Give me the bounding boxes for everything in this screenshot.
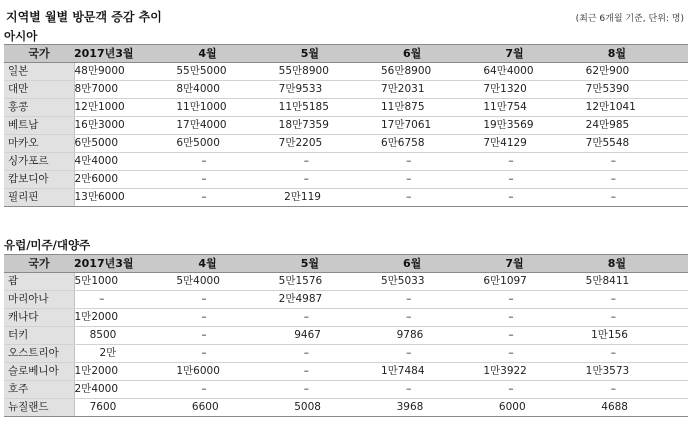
value-cell: –: [381, 381, 483, 399]
country-cell: 홍콩: [4, 99, 74, 117]
value-cell: 12만1041: [586, 99, 688, 117]
country-cell: 싱가포르: [4, 153, 74, 171]
value-cell: –: [586, 153, 688, 171]
country-cell: 캄보디아: [4, 171, 74, 189]
value-cell: –: [586, 381, 688, 399]
value-cell: 5만1576: [279, 273, 381, 291]
table-row: [4, 63, 688, 81]
value-cell: –: [74, 291, 176, 309]
value-cell: 6000: [483, 399, 585, 417]
value-cell: –: [483, 189, 585, 207]
value-cell: –: [381, 345, 483, 363]
value-cell: –: [586, 309, 688, 327]
country-cell: 뉴질랜드: [4, 399, 74, 417]
column-header-month: 7월: [483, 45, 585, 63]
value-cell: 7만5548: [586, 135, 688, 153]
section-title-asia: 아시아: [4, 29, 38, 43]
page-title: 지역별 월별 방문객 증감 추이: [6, 10, 162, 24]
value-cell: 3968: [381, 399, 483, 417]
value-cell: 1만156: [586, 327, 688, 345]
value-cell: –: [279, 171, 381, 189]
value-cell: –: [381, 171, 483, 189]
country-cell: 마리아나: [4, 291, 74, 309]
value-cell: –: [176, 291, 278, 309]
value-cell: 7만9533: [279, 81, 381, 99]
value-cell: 55만8900: [279, 63, 381, 81]
table-row: [4, 327, 688, 345]
value-cell: –: [176, 381, 278, 399]
column-header-month: 6월: [381, 45, 483, 63]
value-cell: 12만1000: [74, 99, 176, 117]
column-header-month: 5월: [279, 45, 381, 63]
value-cell: 11만875: [381, 99, 483, 117]
value-cell: 62만900: [586, 63, 688, 81]
country-cell: 일본: [4, 63, 74, 81]
value-cell: 2만4000: [74, 381, 176, 399]
value-cell: 4만4000: [74, 153, 176, 171]
value-cell: 7만2031: [381, 81, 483, 99]
value-cell: –: [381, 309, 483, 327]
section-title-europe-americas-oceania: 유럽/미주/대양주: [4, 238, 91, 252]
value-cell: 55만5000: [176, 63, 278, 81]
value-cell: –: [586, 291, 688, 309]
value-cell: 1만3922: [483, 363, 585, 381]
value-cell: 17만7061: [381, 117, 483, 135]
value-cell: 56만8900: [381, 63, 483, 81]
value-cell: 8500: [74, 327, 176, 345]
table-row: [4, 399, 688, 417]
value-cell: 8만4000: [176, 81, 278, 99]
value-cell: –: [483, 291, 585, 309]
column-header-month: 6월: [381, 255, 483, 273]
value-cell: –: [176, 327, 278, 345]
column-header-month: 2017년3월: [74, 45, 176, 63]
value-cell: 18만7359: [279, 117, 381, 135]
column-header-month: 4월: [176, 45, 278, 63]
value-cell: 5만4000: [176, 273, 278, 291]
value-cell: –: [483, 153, 585, 171]
value-cell: –: [381, 291, 483, 309]
asia-table: [4, 44, 688, 207]
column-header-month: 4월: [176, 255, 278, 273]
table-row: [4, 273, 688, 291]
value-cell: 11만1000: [176, 99, 278, 117]
column-header-country: 국가: [4, 45, 74, 63]
country-cell: 오스트리아: [4, 345, 74, 363]
value-cell: –: [586, 345, 688, 363]
value-cell: 1만2000: [74, 309, 176, 327]
value-cell: 4688: [586, 399, 688, 417]
value-cell: 2만4987: [279, 291, 381, 309]
value-cell: 5008: [279, 399, 381, 417]
value-cell: 6만6758: [381, 135, 483, 153]
value-cell: –: [176, 189, 278, 207]
value-cell: 24만985: [586, 117, 688, 135]
country-cell: 터키: [4, 327, 74, 345]
table-header-row: [4, 255, 688, 273]
country-cell: 캐나다: [4, 309, 74, 327]
table-row: [4, 81, 688, 99]
country-cell: 괌: [4, 273, 74, 291]
value-cell: –: [381, 189, 483, 207]
table-row: [4, 309, 688, 327]
value-cell: 11만754: [483, 99, 585, 117]
table-row: [4, 171, 688, 189]
table-row: [4, 135, 688, 153]
table-row: [4, 117, 688, 135]
value-cell: 1만7484: [381, 363, 483, 381]
europe-americas-oceania-table: [4, 254, 688, 417]
value-cell: 6만1097: [483, 273, 585, 291]
country-cell: 마카오: [4, 135, 74, 153]
value-cell: 5만5033: [381, 273, 483, 291]
value-cell: 19만3569: [483, 117, 585, 135]
table-header-row: [4, 45, 688, 63]
column-header-month: 7월: [483, 255, 585, 273]
value-cell: 8만7000: [74, 81, 176, 99]
table-row: [4, 153, 688, 171]
value-cell: 7만5390: [586, 81, 688, 99]
value-cell: 7600: [74, 399, 176, 417]
value-cell: –: [483, 309, 585, 327]
value-cell: 7만2205: [279, 135, 381, 153]
table-row: [4, 99, 688, 117]
country-cell: 필리핀: [4, 189, 74, 207]
column-header-month: 5월: [279, 255, 381, 273]
column-header-month: 8월: [586, 255, 688, 273]
value-cell: –: [586, 189, 688, 207]
unit-note: (최근 6개월 기준, 단위: 명): [575, 14, 684, 24]
value-cell: 11만5185: [279, 99, 381, 117]
table-row: [4, 363, 688, 381]
value-cell: 2만: [74, 345, 176, 363]
table-row: [4, 291, 688, 309]
table-row: [4, 381, 688, 399]
value-cell: –: [586, 171, 688, 189]
value-cell: –: [279, 309, 381, 327]
value-cell: –: [279, 153, 381, 171]
value-cell: 9467: [279, 327, 381, 345]
column-header-month: 8월: [586, 45, 688, 63]
table-row: [4, 345, 688, 363]
value-cell: 17만4000: [176, 117, 278, 135]
country-cell: 대만: [4, 81, 74, 99]
value-cell: 5만8411: [586, 273, 688, 291]
value-cell: 16만3000: [74, 117, 176, 135]
value-cell: –: [176, 345, 278, 363]
value-cell: –: [279, 363, 381, 381]
value-cell: 1만6000: [176, 363, 278, 381]
value-cell: –: [483, 327, 585, 345]
value-cell: 9786: [381, 327, 483, 345]
value-cell: –: [279, 381, 381, 399]
value-cell: 6600: [176, 399, 278, 417]
value-cell: 6만5000: [176, 135, 278, 153]
value-cell: 64만4000: [483, 63, 585, 81]
value-cell: –: [483, 171, 585, 189]
value-cell: –: [279, 345, 381, 363]
value-cell: 13만6000: [74, 189, 176, 207]
value-cell: 1만3573: [586, 363, 688, 381]
value-cell: –: [176, 309, 278, 327]
value-cell: –: [381, 153, 483, 171]
value-cell: –: [176, 171, 278, 189]
column-header-month: 2017년3월: [74, 255, 176, 273]
country-cell: 호주: [4, 381, 74, 399]
value-cell: 48만9000: [74, 63, 176, 81]
value-cell: –: [176, 153, 278, 171]
value-cell: –: [483, 381, 585, 399]
country-cell: 슬로베니아: [4, 363, 74, 381]
value-cell: 7만1320: [483, 81, 585, 99]
value-cell: 1만2000: [74, 363, 176, 381]
value-cell: 7만4129: [483, 135, 585, 153]
title-row: [4, 6, 688, 26]
country-cell: 베트남: [4, 117, 74, 135]
value-cell: 2만6000: [74, 171, 176, 189]
value-cell: 6만5000: [74, 135, 176, 153]
value-cell: –: [483, 345, 585, 363]
value-cell: 2만119: [279, 189, 381, 207]
column-header-country: 국가: [4, 255, 74, 273]
value-cell: 5만1000: [74, 273, 176, 291]
table-row: [4, 189, 688, 207]
